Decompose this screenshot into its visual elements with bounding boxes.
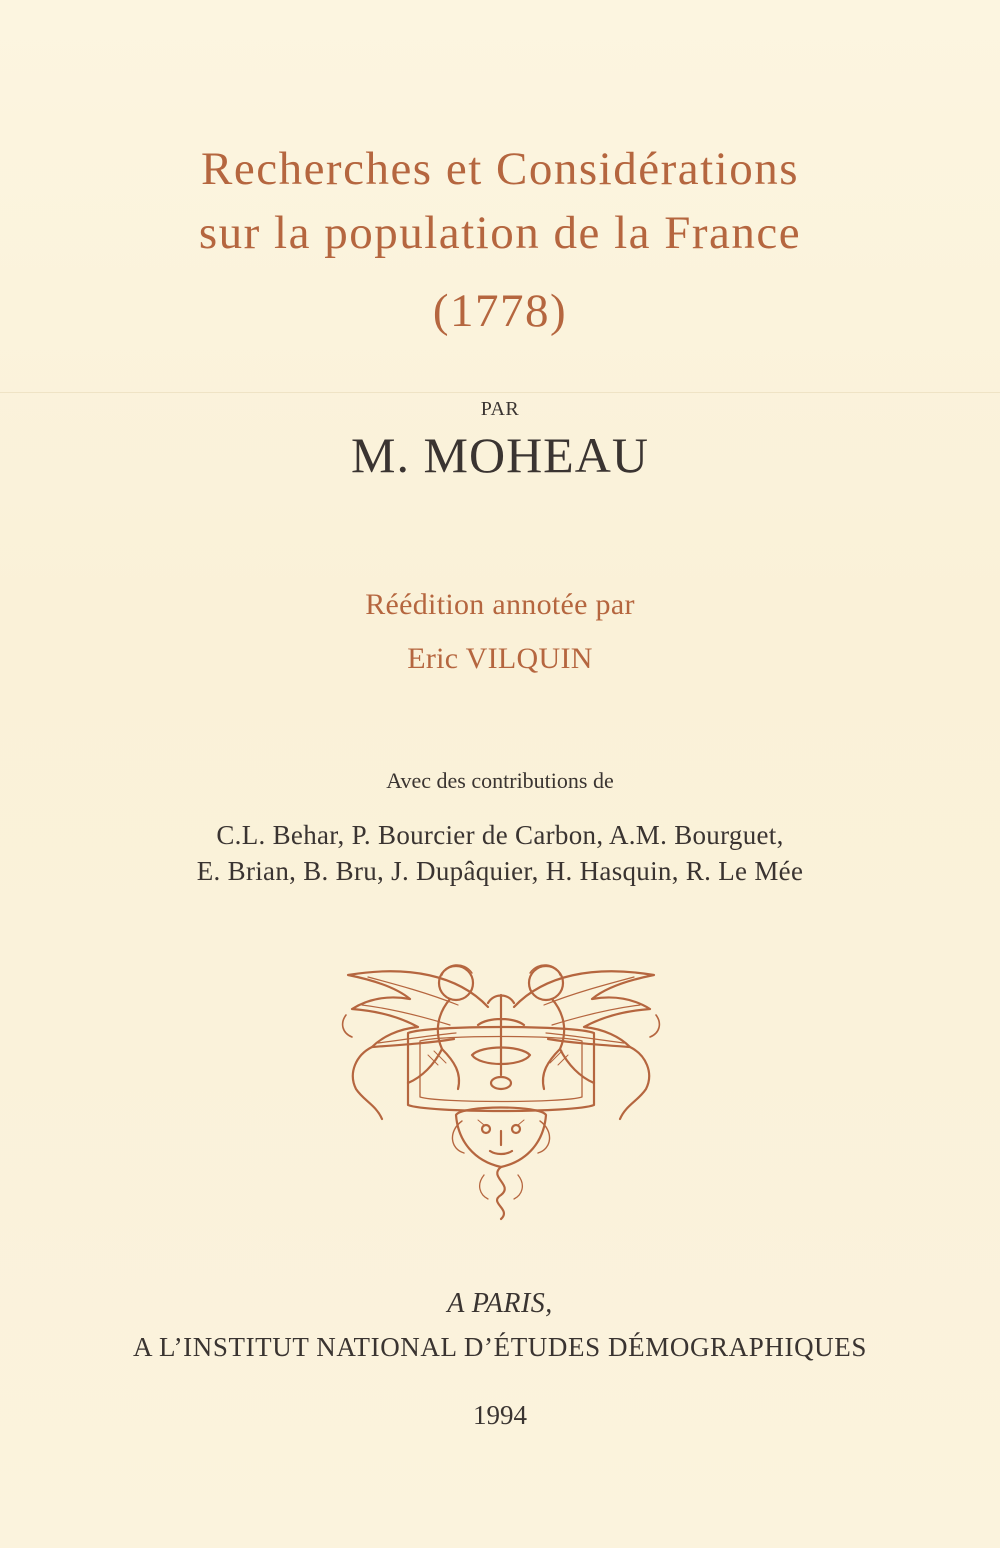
author-name: M. MOHEAU <box>351 427 649 483</box>
imprint-year: 1994 <box>473 1400 527 1430</box>
title-line-2: sur la population de la France <box>198 207 802 259</box>
cherubs-mascaron-ornament-icon <box>338 955 664 1223</box>
contributions-intro: Avec des contributions de <box>386 768 614 793</box>
fold-line <box>0 392 1000 393</box>
edition-label: Réédition annotée par <box>365 588 635 621</box>
imprint-city: A PARIS, <box>447 1288 553 1319</box>
title-year: (1778) <box>432 285 568 337</box>
imprint-publisher: A L’INSTITUT NATIONAL D’ÉTUDES DÉMOGRAPHIQUES <box>133 1332 867 1362</box>
byline-par: PAR <box>480 398 520 420</box>
contributors-line-2: E. Brian, B. Bru, J. Dupâquier, H. Hasquin, R. Le Mée <box>196 856 804 886</box>
title-line-1: Recherches et Considérations <box>201 143 799 195</box>
contributors-line-1: C.L. Behar, P. Bourcier de Carbon, A.M. Bourguet, <box>216 820 784 850</box>
editor-name: Eric VILQUIN <box>407 642 593 675</box>
